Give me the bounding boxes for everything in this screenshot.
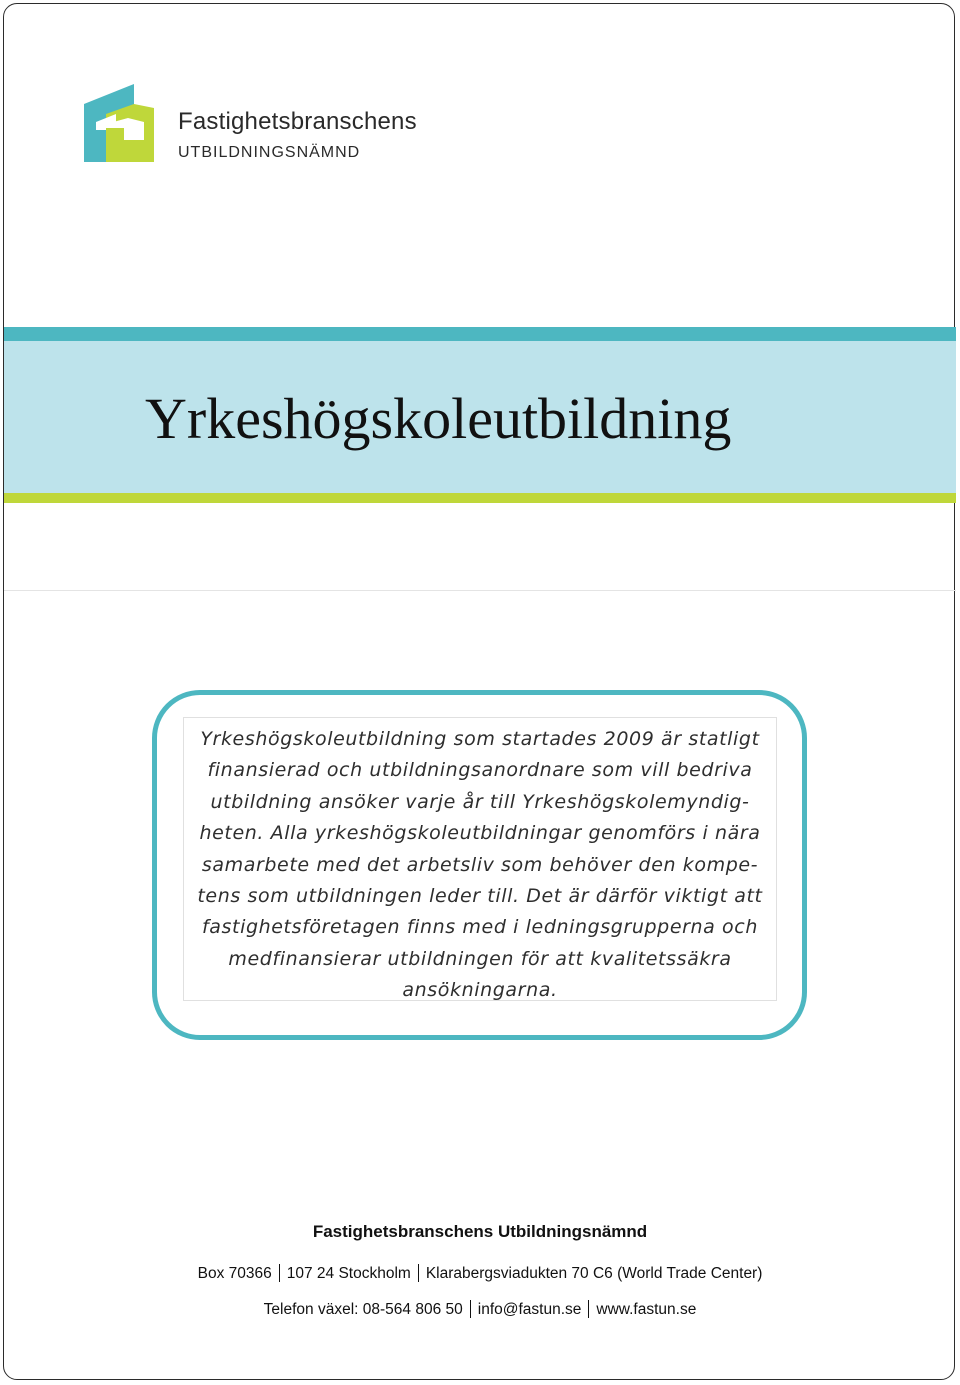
footer-box: Box 70366 bbox=[197, 1265, 272, 1282]
footer-phone: Telefon växel: 08-564 806 50 bbox=[263, 1301, 463, 1318]
info-line: heten. Alla yrkeshögskoleutbildningar genomförs i nära bbox=[199, 822, 761, 845]
info-line: Yrkeshögskoleutbildning som startades 2009 är statligt bbox=[200, 728, 760, 750]
separator bbox=[279, 1264, 280, 1282]
separator bbox=[588, 1300, 589, 1318]
info-line: finansierad och utbildningsanordnare som vill bedriva bbox=[207, 759, 753, 782]
banner-bottom-stripe bbox=[4, 493, 956, 503]
page-title: Yrkeshögskoleutbildning bbox=[145, 386, 732, 451]
logo-house-icon bbox=[82, 84, 162, 164]
banner-top-stripe bbox=[4, 327, 956, 341]
footer-postal: 107 24 Stockholm bbox=[286, 1265, 411, 1282]
footer-email-link[interactable]: info@fastun.se bbox=[477, 1301, 582, 1318]
separator bbox=[418, 1264, 419, 1282]
footer-contact bbox=[0, 1300, 960, 1319]
info-line: utbildning ansöker varje år till Yrkeshögskolemyndig- bbox=[210, 790, 750, 813]
divider bbox=[4, 590, 956, 591]
info-line: ansökningarna. bbox=[402, 979, 558, 1002]
footer-web-link[interactable]: www.fastun.se bbox=[596, 1301, 697, 1318]
info-line: tens som utbildningen leder till. Det är därför viktigt att bbox=[197, 885, 763, 908]
info-line: medfinansierar utbildningen för att kvalitetssäkra bbox=[228, 947, 732, 970]
info-line: samarbete med det arbetsliv som behöver den kompe- bbox=[201, 853, 759, 876]
brand-subtitle: UTBILDNINGSNÄMND bbox=[178, 144, 361, 161]
footer-org-name: Fastighetsbranschens Utbildningsnämnd bbox=[312, 1222, 648, 1241]
brand-name: Fastighetsbranschens bbox=[178, 108, 417, 135]
footer-address bbox=[0, 1264, 960, 1283]
info-text bbox=[186, 724, 774, 1007]
footer-street: Klarabergsviadukten 70 C6 (World Trade Center) bbox=[425, 1265, 763, 1282]
info-line: fastighetsföretagen finns med i ledningsgrupperna och bbox=[202, 916, 758, 939]
separator bbox=[470, 1300, 471, 1318]
